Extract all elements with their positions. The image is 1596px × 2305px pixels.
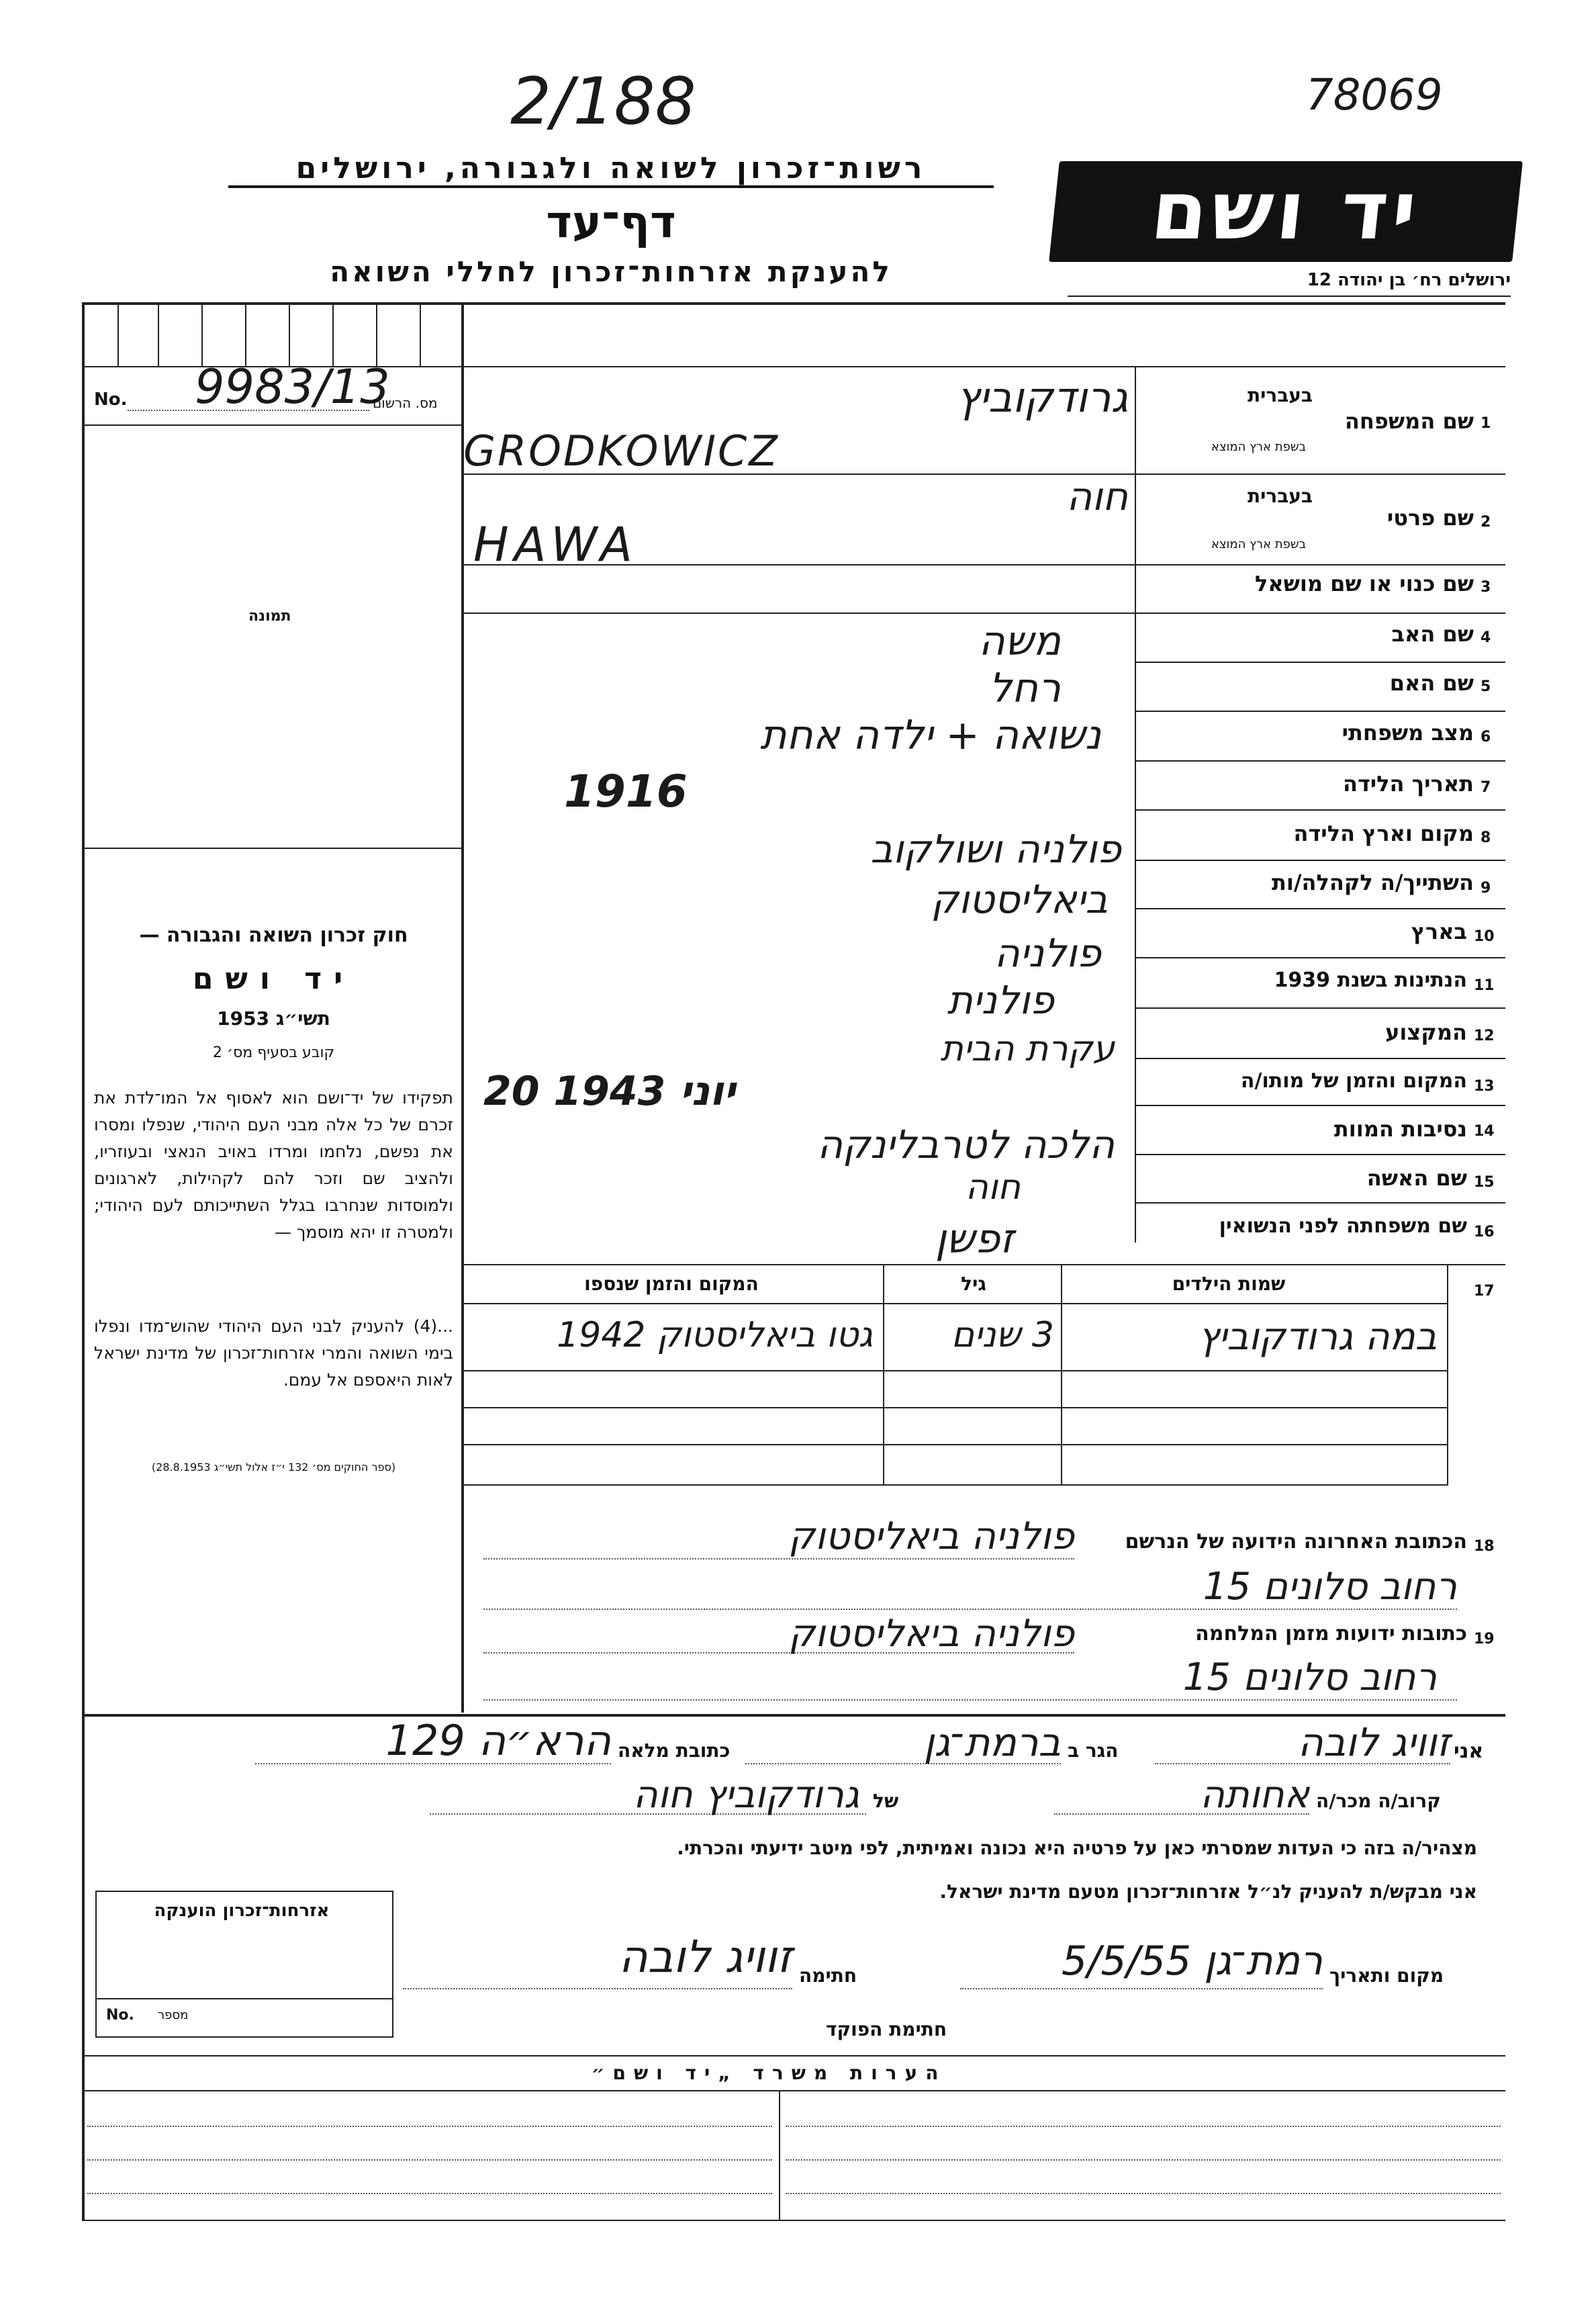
field-7-number: 7	[1481, 779, 1491, 796]
field-4-line	[1135, 662, 1505, 663]
field-4-label: שם האב	[1391, 621, 1474, 647]
of-value: גרודקוביץ חוה	[633, 1773, 859, 1817]
signature-label: חתימה	[799, 1964, 857, 1987]
grid-col-2	[158, 302, 159, 366]
field-5-label: שם האם	[1389, 670, 1474, 696]
field-14-number: 14	[1474, 1123, 1495, 1140]
field-1-hebrew-tag: בעברית	[1247, 384, 1313, 406]
field-19-line1: פולניה ביאליסטוק	[788, 1612, 1074, 1656]
field-7-line	[1135, 809, 1505, 811]
field-2-value-he: חוה	[1066, 473, 1128, 519]
notes-divider	[779, 2090, 780, 2220]
field-2-label: שם פרטי	[1387, 505, 1474, 531]
law-source: (ספר החוקים מס׳ 132 י״ז אלול תשי״ג 28.8.1953)	[151, 1461, 396, 1474]
notes-dots-right-3	[786, 2193, 1501, 2194]
field-2-line	[461, 564, 1505, 566]
label-column-divider	[1135, 366, 1136, 1242]
field-19-number: 19	[1474, 1631, 1495, 1647]
field-3-label: שם כנוי או שם מושאל	[1254, 571, 1474, 596]
relative-value: אחותה	[1200, 1773, 1309, 1817]
place-date-value: רמת־גן 5/5/55	[1062, 1938, 1323, 1985]
notes-dots-left-3	[87, 2193, 772, 2194]
photo-label: תמונה	[248, 608, 291, 625]
field-10-line	[1135, 957, 1505, 958]
field-12-number: 12	[1474, 1028, 1495, 1044]
law-year: תשי״ג 1953	[217, 1007, 330, 1030]
field-12-line	[1135, 1058, 1505, 1059]
yad-vashem-logo: יד ושם	[1049, 161, 1523, 262]
field-16-label: שם משפחתה לפני הנשואין	[1219, 1214, 1467, 1238]
notes-dots-left-1	[87, 2126, 772, 2127]
field-12-value: עקרת הבית	[940, 1029, 1115, 1069]
notes-dots-left-2	[87, 2159, 772, 2161]
law-text-1: תפקידו של יד־ושם הוא לאסוף אל המו־לדת את זכרם של כל אלה מבני העם היהודי, שנפלו ומסרו את נפשם, נלחמו ומרדו באויב הנאצי ובעוזריו, ולהציב שם וזכר להם לקהילות, לארגונים ולמוסדות שנחרבו בגלל השתייכותם לעם היהודי; ולמטרה זו יהא מוסמך —	[94, 1088, 453, 1242]
field-8-number: 8	[1481, 829, 1491, 846]
record-number: 78069	[1306, 71, 1443, 120]
children-row-4-line	[461, 1484, 1448, 1486]
citizenship-box-no-prefix: No.	[106, 2007, 134, 2024]
form-title: דף־עד	[546, 196, 676, 248]
form-subtitle: להענקת אזרחות־זכרון לחללי השואה	[330, 255, 892, 288]
authority-title: רשות־זכרון לשואה ולגבורה, ירושלים	[228, 151, 994, 188]
field-18-number: 18	[1474, 1538, 1495, 1555]
citizenship-box-no-label: מספר	[158, 2008, 189, 2022]
grid-col-1	[118, 302, 119, 366]
citizenship-box-line	[95, 1998, 393, 1999]
field-13-line	[1135, 1105, 1505, 1106]
law-name: יד ושם	[192, 962, 355, 996]
citizenship-box-title: אזרחות־זכרון הוענקה	[154, 1901, 330, 1921]
frame-bottom	[82, 2220, 1505, 2221]
children-col-right	[1447, 1264, 1448, 1486]
field-18-label: הכתובת האחרונה הידועה של הנרשם	[1125, 1530, 1467, 1553]
field-3-line	[461, 613, 1505, 614]
law-title: חוק זכרון השואה והגבורה —	[139, 923, 408, 947]
grid-col-7	[376, 302, 377, 366]
field-9-label: השתייך/ה לקהלה/ות	[1271, 870, 1474, 895]
field-18-line2: רחוב סלונים 15	[1203, 1565, 1457, 1609]
field-13-label: המקום והזמן של מותו/ה	[1240, 1069, 1467, 1093]
field-1-origin-tag: בשפת ארץ המוצא	[1211, 440, 1306, 454]
notes-dots-right-1	[786, 2126, 1501, 2127]
field-2-number: 2	[1481, 514, 1491, 531]
field-5-value: רחל	[988, 665, 1061, 712]
declarant-signature: זוויג לובה	[618, 1931, 792, 1983]
place-date-dots	[960, 1988, 1323, 1989]
field-9-number: 9	[1481, 880, 1491, 897]
declarant-label: אני	[1454, 1739, 1484, 1763]
field-1-number: 1	[1481, 415, 1491, 432]
field-13-number: 13	[1474, 1078, 1495, 1095]
field-4-value: משה	[978, 618, 1061, 665]
children-row-1-line	[461, 1370, 1448, 1371]
field-16-line	[461, 1264, 1505, 1265]
field-16-value: זפשן	[935, 1216, 1014, 1263]
field-10-number: 10	[1474, 928, 1495, 945]
field-15-value: חוה	[965, 1167, 1021, 1208]
grid-col-3	[201, 302, 203, 366]
field-17-number: 17	[1474, 1283, 1495, 1300]
child-1-place: גטו ביאליסטוק 1942	[557, 1315, 873, 1355]
field-8-label: מקום וארץ הלידה	[1293, 821, 1474, 846]
registration-no-value: 9983/13	[195, 359, 390, 414]
field-1-value-origin: GRODKOWICZ	[463, 426, 780, 476]
grid-col-5	[289, 302, 290, 366]
registration-no-prefix: No.	[94, 390, 128, 410]
field-4-number: 4	[1481, 629, 1491, 646]
photo-bottom-line	[82, 848, 461, 849]
field-18-dots-2	[483, 1609, 1457, 1610]
field-9-value: ביאליסטוק	[931, 876, 1108, 922]
field-11-number: 11	[1474, 977, 1495, 994]
field-11-line	[1135, 1007, 1505, 1009]
registration-label: מס. הרשום	[373, 395, 438, 411]
address-label: כתובת מלאה	[618, 1739, 731, 1762]
field-10-label: בארץ	[1411, 919, 1467, 944]
children-header-place: המקום והזמן שנספו	[584, 1273, 759, 1295]
field-2-value-origin: HAWA	[473, 517, 638, 572]
field-6-number: 6	[1481, 729, 1491, 745]
grid-col-6	[332, 302, 334, 366]
fields-top-line	[461, 366, 1505, 367]
of-label: של	[873, 1790, 899, 1812]
frame-top	[82, 302, 1505, 305]
field-12-label: המקצוע	[1385, 1020, 1467, 1045]
relative-label: קרוב/ה מכר/ה	[1316, 1790, 1441, 1812]
place-date-label: מקום ותאריך	[1329, 1964, 1444, 1987]
field-3-number: 3	[1481, 579, 1491, 596]
frame-left	[82, 302, 85, 2220]
field-18-dots-1	[483, 1558, 1074, 1560]
field-10-value: פולניה	[994, 930, 1101, 976]
field-15-label: שם האשה	[1366, 1165, 1467, 1191]
notes-title: הערות משרד „יד ושם״	[591, 2062, 947, 2084]
field-2-origin-tag: בשפת ארץ המוצא	[1211, 537, 1306, 551]
child-1-name: במה גרודקוביץ	[1198, 1315, 1437, 1359]
file-number: 2/188	[510, 64, 696, 139]
notes-dots-right-2	[786, 2159, 1501, 2161]
children-header-line	[461, 1303, 1448, 1304]
official-signature-label: חתימת הפוקד	[826, 2018, 947, 2040]
field-6-line	[1135, 760, 1505, 762]
field-6-value: נשואה + ילדה אחת	[760, 712, 1101, 759]
field-11-value: פולנית	[947, 977, 1054, 1023]
field-19-label: כתובות ידועות מזמן המלחמה	[1195, 1622, 1467, 1645]
signature-dots	[403, 1988, 792, 1989]
children-header-names: שמות הילדים	[1172, 1273, 1286, 1295]
field-11-label: הנתינות בשנת 1939	[1274, 968, 1467, 992]
field-14-label: נסיבות המוות	[1333, 1116, 1467, 1142]
field-8-line	[1135, 860, 1505, 861]
field-15-line	[1135, 1202, 1505, 1204]
resides-label: הגר ב	[1068, 1739, 1119, 1762]
field-5-number: 5	[1481, 678, 1491, 695]
grid-col-4	[245, 302, 246, 366]
resides-value: ברמת־גן	[923, 1719, 1061, 1765]
field-15-number: 15	[1474, 1174, 1495, 1191]
declaration-statement-1: מצהיר/ה בזה כי העדות שמסרתי כאן על פרטיה היא נכונה ואמיתית, לפי מיטב ידיעתי והכרתי.	[677, 1837, 1477, 1859]
children-col-2	[1061, 1264, 1062, 1486]
field-8-value: פולניה ושולקוב	[870, 826, 1121, 872]
field-9-line	[1135, 908, 1505, 909]
header-rule	[1068, 296, 1511, 297]
notes-top-line	[82, 2055, 1505, 2057]
notes-title-line	[82, 2090, 1505, 2091]
children-row-3-line	[461, 1444, 1448, 1445]
children-header-age: גיל	[961, 1273, 986, 1295]
field-6-label: מצב משפחתי	[1342, 720, 1474, 745]
field-13-value: 20 יוני 1943	[483, 1068, 736, 1115]
field-14-line	[1135, 1154, 1505, 1155]
field-7-label: תאריך הלידה	[1342, 771, 1474, 797]
field-1-label: שם המשפחה	[1344, 408, 1474, 434]
address-value: הרא״ה 129	[385, 1716, 611, 1765]
left-column-divider	[461, 302, 464, 1713]
child-1-age: 3 שנים	[951, 1315, 1054, 1355]
law-clause: קובע בסעיף מס׳ 2	[212, 1044, 335, 1061]
children-row-2-line	[461, 1407, 1448, 1408]
field-1-value-he: גרודקוביץ	[956, 373, 1128, 422]
field-2-hebrew-tag: בעברית	[1247, 485, 1313, 507]
law-text-2: ...(4) להעניק לבני העם היהודי שהוש־מדו ונפלו בימי השואה והמרי אזרחות־זכרון של מדינת ישראל לאות היאספם אל עמם.	[94, 1316, 453, 1390]
registration-line	[82, 424, 461, 426]
children-col-1	[883, 1264, 884, 1486]
field-14-value: הלכה לטרבלינקה	[817, 1122, 1115, 1167]
field-19-dots-2	[483, 1699, 1457, 1701]
field-5-line	[1135, 711, 1505, 712]
grid-col-8	[420, 302, 421, 366]
declarant-value: זוויג לובה	[1297, 1719, 1450, 1765]
declaration-statement-2: אני מבקש/ת להעניק לנ״ל אזרחות־זכרון מטעם מדינת ישראל.	[939, 1881, 1477, 1903]
field-19-line2: רחוב סלונים 15	[1182, 1656, 1437, 1699]
field-18-line1: פולניה ביאליסטוק	[788, 1515, 1074, 1558]
header-address: ירושלים רח׳ בן יהודה 12	[1307, 270, 1511, 290]
field-16-number: 16	[1474, 1224, 1495, 1240]
field-7-value: 1916	[564, 766, 688, 817]
